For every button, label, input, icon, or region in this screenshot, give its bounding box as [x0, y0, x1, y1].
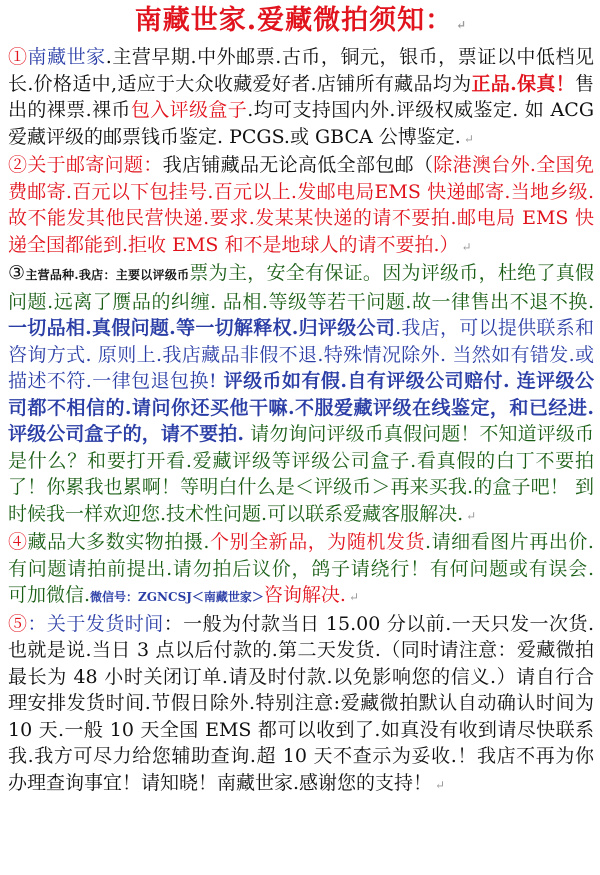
- paragraph-3: [8, 260, 594, 529]
- p4-text-a: 藏品大多数实物拍摄.: [27, 531, 210, 553]
- p1-number: ①: [8, 46, 28, 68]
- paragraph-mark: ↵: [466, 508, 477, 523]
- p2-number: ②: [8, 154, 28, 176]
- paragraph-5: [8, 611, 594, 799]
- p1-text-e: .均可支持国内外.评级权威鉴定. 如 ACG爱藏评级的邮票钱币鉴定. PCGS.或 GBCA 公博鉴定.: [8, 99, 594, 148]
- paragraph-4: [8, 529, 594, 611]
- p3-grading-right: 一切品相.真假问题.等一切解释权.归评级公司: [8, 317, 396, 339]
- p3-text-c: .我店，可以提供联系和咨询方式. 原则上.我店藏品非假不退.特殊情况除外. 当然如有错发.或描述不符.一律包退包换!: [8, 317, 594, 392]
- paragraph-mark: ↵: [456, 18, 468, 32]
- notice-title: [8, 4, 594, 42]
- paragraph-mark: ↵: [461, 239, 472, 254]
- p3-grading-compensation: 评级币如有假.自有评级公司赔付. 连评级公司都不相信的.请问你还买他干嘛.不服爱藏评级在线鉴定，和已经进.评级公司盒子的，请不要拍.: [8, 370, 594, 445]
- p5-text-a: ：一般为付款当日 15.00 分以前.一天只发一次货.也就是说.当日 3 点以后付款的.第二天发货.（同时请注意：爱藏微拍最长为 48 小时关闭订单.请及时付款.以免影响您的信义.）请自行合理安排发货时间.节假日除外.特别注意:爱藏微拍默认自动确认时间为 10 天.一般 10 天全国 EMS 都可以收到了.如真没有收到请尽快联系我.我方可尽力给您辅助查询.超 10 天不查示为妥收.！我店不再为你办理查询事宜！请知晓！南藏世家.感谢您的支持！: [8, 612, 594, 794]
- p3-small-label: 主营品种.我店：主要以评级币: [25, 268, 190, 282]
- p1-genuine: 正品.保真！: [471, 72, 575, 95]
- p4-consult: 咨询解决.: [263, 584, 346, 606]
- paragraph-mark: ↵: [348, 590, 360, 604]
- p4-wechat-id: 微信号：ZGNCSJ＜南藏世家＞: [90, 590, 264, 604]
- paragraph-2: [8, 152, 594, 260]
- paragraph-mark: ↵: [435, 777, 446, 792]
- p5-number: ⑤: [8, 612, 28, 635]
- p1-boxed: 包入评级盒子: [130, 99, 248, 121]
- p3-number: ③: [8, 262, 26, 284]
- p2-label: 关于邮寄问题：: [27, 154, 163, 176]
- p3-text-a: 票为主，安全有保证。因为评级币，杜绝了真假问题.远离了赝品的纠缠. 品相.等级等若干问题.故一律售出不退不换.: [8, 262, 594, 313]
- p4-number: ④: [8, 531, 28, 553]
- p1-text-a: .主营早期.中外邮票.古币，铜元，银币，票证以中低档见长.价格适中,适应于大众收藏爱好者.店铺所有藏品均为: [8, 46, 594, 95]
- paragraph-1: [8, 44, 594, 152]
- p5-label: ：关于发货时间: [27, 612, 164, 635]
- p2-text-a: 我店铺藏品无论高低全部包邮（: [162, 154, 434, 176]
- p2-shipping-detail: 除港澳台外.全国免费邮寄.百元以下包挂号.百元以上.发邮电局EMS 快递邮寄.当地乡级.故不能发其他民营快递.要求.发某某快递的请不要拍.邮电局 EMS 快递全国都能到.拒收 EMS 和不是地球人的请不要拍.）: [8, 154, 594, 256]
- p1-shop-name: 南藏世家: [27, 46, 106, 68]
- p4-text-c: .请细看图片再出价. 有问题请拍前提出.请勿拍后议价，鸽子请绕行！有何问题或有误会. 可加微信.: [8, 531, 594, 606]
- paragraph-mark: ↵: [463, 131, 474, 146]
- p3-text-e: 请勿询问评级币真假问题！不知道评级币是什么？和要打开看.爱藏评级等评级公司盒子.看真假的白丁不要拍了！你累我也累啊！等明白什么是＜评级币＞再来买我.的盒子吧！ 到时候我一样欢迎您.技术性问题.可以联系爱藏客服解决.: [8, 423, 594, 525]
- title-text: 南藏世家.爱藏微拍须知：: [134, 5, 454, 36]
- p1-text-c: 售出的裸票.裸币: [8, 72, 594, 121]
- p4-random-ship: 个别全新品，为随机发货: [209, 531, 425, 553]
